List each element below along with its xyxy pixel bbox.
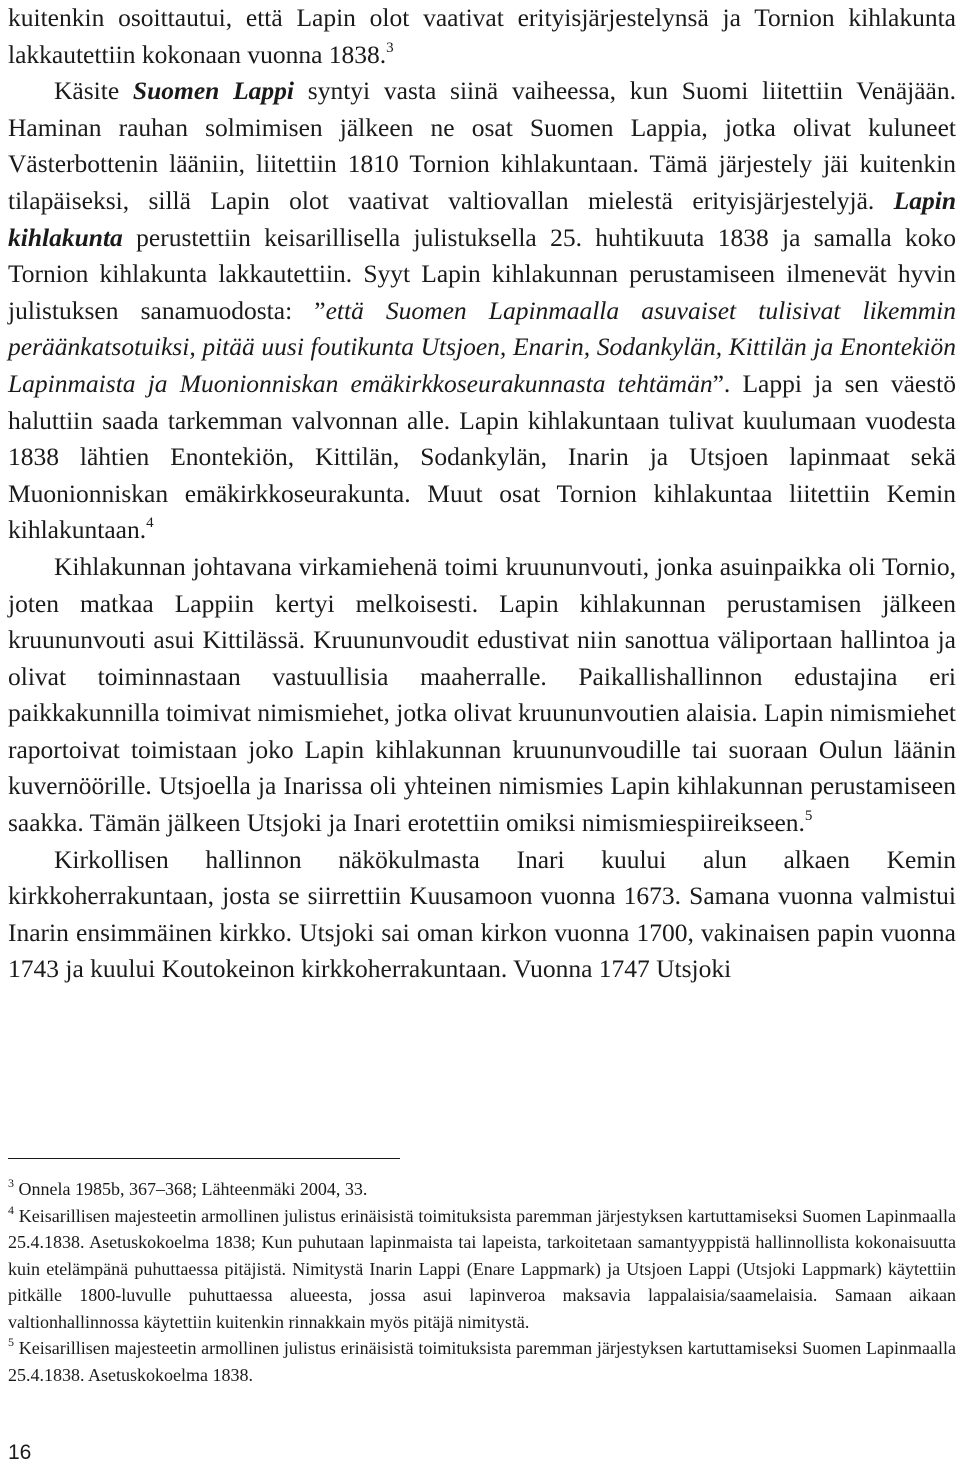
term-lapin-kihlakunta: Lapin kihlakunta [8,185,956,252]
term-suomen-lappi: Suomen Lappi [132,76,295,106]
footnotes [8,1176,956,1388]
footnote-ref-3: 3 [386,39,394,56]
body-text [8,0,956,988]
paragraph-2: Käsite Suomen Lappi syntyi vasta siinä vaiheessa, kun Suomi liitettiin Venäjään. Haminan rauhan solmimisen jälkeen ne osat Suomen Lappia, jotka olivat kuluneet Västerbottenin lääniin, liitettiin 1810 Tornion kihlakuntaan. Tämä järjestely jäi kuitenkin tilapäiseksi, sillä Lapin olot vaativat valtiovallan mielestä erityisjärjestelyjä. Lapin kihlakunta perustettiin keisarillisella julistuksella 25. huhtikuuta 1838 ja samalla koko Tornion kihlakunta lakkautettiin. Syyt Lapin kihlakunnan perustamiseen ilmenevät hyvin julistuksen sanamuodosta: ”että Suomen Lapinmaalla asuvaiset tulisivat likemmin peräänkatsotuiksi, pitää uusi foutikunta Utsjoen, Enarin, Sodankylän, Kittilän ja Enontekiön Lapinmaista ja Muonionniskan emäkirkkoseurakunnasta tehtämän”. Lappi ja sen väestö haluttiin saada tarkemman valvonnan alle. Lapin kihlakuntaan tulivat kuulumaan vuodesta 1838 lähtien Enontekiön, Kittilän, Sodankylän, Inarin ja Utsjoen lapinmaat sekä Muonionniskan emäkirkkoseurakunta. Muut osat Tornion kihlakuntaa liitettiin Kemin kihlakuntaan.$^4$ [8,76,957,545]
paragraph-3: Kihlakunnan johtavana virkamiehenä toimi kruununvouti, jonka asuinpaikka oli Tornio, joten matkaa Lappiin kertyi melkoisesti. Lapin kihlakunnan perustamisen jälkeen kruununvouti asui Kittilässä. Kruununvoudit edustivat niin sanottua väliportaan hallintoa ja olivat toiminnastaan vastuullisia maaherralle. Paikallishallinnon edustajina eri paikkakunnilla toimivat nimismiehet, jotka olivat kruununvoutien alaisia. Lapin nimismiehet raportoivat toimistaan joko Lapin kihlakunnan kruununvoudille tai suoraan Oulun läänin kuvernöörille. Utsjoella ja Inarissa oli yhteinen nimismies Lapin kihlakunnan perustamiseen saakka. Tämän jälkeen Utsjoki ja Inari erotettiin omiksi nimismiespiireikseen.$^5$ [8,551,956,838]
footnote-ref-4: 4 [146,515,154,532]
page-number: 16 [8,1441,32,1464]
paragraph-4: Kirkollisen hallinnon näkökulmasta Inari kuului alun alkaen Kemin kirkkoherrakuntaan, josta se siirrettiin Kuusamoon vuonna 1673. Samana vuonna valmistui Inarin ensimmäinen kirkko. Utsjoki sai oman kirkon vuonna 1700, vakinaisen papin vuonna 1743 ja kuului Koutokeinon kirkkoherrakuntaan. Vuonna 1747 Utsjoki [8,844,956,984]
paragraph-1: kuitenkin osoittautui, että Lapin olot vaativat erityisjärjestelynsä ja Tornion kihlakunta lakkautettiin kokonaan vuonna 1838.$^3$ [8,3,956,69]
footnote-4: $^4$ Keisarillisen majesteetin armollinen julistus erinäisistä toimituksista paremman järjestyksen kartuttamiseksi Suomen Lapinmaalla 25.4.1838. Asetuskokoelma 1838; Kun puhutaan lapinmaista tai lapeista, tarkoitetaan samantyyppistä hallinnollista kokonaisuutta kuin etelämpänä puhuttaessa pitäjistä. Nimitystä Inarin Lappi (Enare Lappmark) ja Utsjoen Lappi (Utsjoki Lappmark) käytettiin pitkälle 1800-luvulle puhuttaessa alueesta, jossa asui lapinveroa maksavia lappalaisia/saamelaisia. Samaan aikaan valtionhallinnossa käytettiin kuitenkin rinnakkain myös pitäjä nimitystä. [8,1202,956,1332]
decree-quote: että Suomen Lapinmaalla asuvaiset tulisivat likemmin peräänkatsotuiksi, pitää uusi foutikunta Utsjoen, Enarin, Sodankylän, Kittilän ja Enontekiön Lapinmaista ja Muonionniskan emäkirkkoseurakunnasta tehtämän [8,295,956,398]
footnote-ref-5: 5 [804,808,813,825]
footnote-5: $^5$ Keisarillisen majesteetin armollinen julistus erinäisistä toimituksista paremman järjestyksen kartuttamiseksi Suomen Lapinmaalla 25.4.1838. Asetuskokoelma 1838. [8,1335,956,1385]
footnote-divider [8,1158,400,1159]
footnote-3: $^3$ Onnela 1985b, 367–368; Lähteenmäki 2004, 33. [8,1176,368,1199]
